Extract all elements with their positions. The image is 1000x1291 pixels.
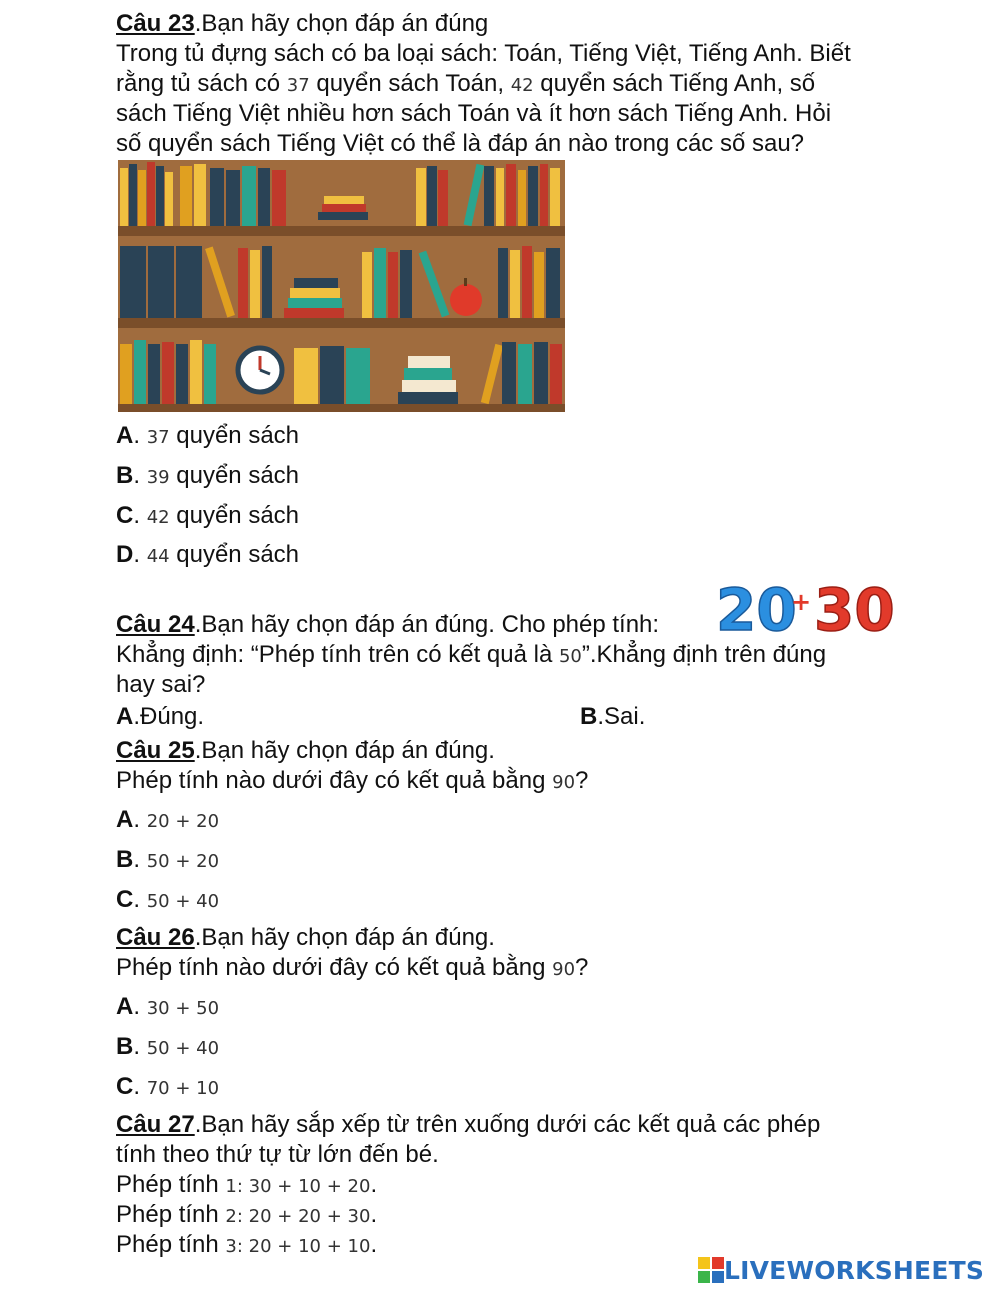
q25-option-b[interactable]: B. 50 + 20 (116, 846, 220, 873)
q26-question: Phép tính nào dưới đây có kết quả bằng 90? (116, 954, 589, 981)
q23-heading (116, 9, 488, 39)
q24-text-line2: hay sai? (116, 671, 206, 698)
bookshelf-illustration (118, 160, 565, 412)
q24-heading (116, 610, 659, 640)
q27-item-3[interactable]: Phép tính 3: 20 + 10 + 10. (116, 1231, 378, 1258)
q27-text-line2: tính theo thứ tự từ lớn đến bé. (116, 1141, 439, 1168)
q24-option-a[interactable]: A.Đúng. (116, 703, 205, 730)
q24-title: .Bạn hãy chọn đáp án đúng. Cho phép tính: (194, 611, 660, 638)
q27-title: .Bạn hãy sắp xếp từ trên xuống dưới các kết quả các phép (194, 1111, 821, 1138)
q25-option-a[interactable]: A. 20 + 20 (116, 806, 220, 833)
q23-option-a[interactable]: A. 37 quyển sách (116, 422, 300, 449)
q23-text-line4: số quyển sách Tiếng Việt có thể là đáp án nào trong các số sau? (116, 130, 805, 157)
q26-heading (116, 923, 495, 953)
q26-title: .Bạn hãy chọn đáp án đúng. (194, 924, 495, 951)
logo-blocks-icon (698, 1257, 724, 1283)
q24-text-line1: Khẳng định: “Phép tính trên có kết quả là 50”.Khẳng định trên đúng (116, 641, 827, 668)
q25-number: Câu 25 (116, 737, 195, 764)
q24-option-b[interactable]: B.Sai. (580, 703, 646, 730)
q23-num-math: 37 (286, 75, 310, 96)
q23-title: .Bạn hãy chọn đáp án đúng (194, 10, 489, 37)
q23-text-line2: rằng tủ sách có 37 quyển sách Toán, 42 quyển sách Tiếng Anh, số (116, 70, 816, 97)
q26-number: Câu 26 (116, 924, 195, 951)
badge-second-number: 30 (814, 578, 895, 640)
q23-option-d[interactable]: D. 44 quyển sách (116, 541, 300, 568)
badge-first-number: 20 (716, 578, 797, 640)
q26-option-c[interactable]: C. 70 + 10 (116, 1073, 220, 1100)
q23-option-c[interactable]: C. 42 quyển sách (116, 502, 300, 529)
q27-number: Câu 27 (116, 1111, 195, 1138)
q25-heading (116, 736, 495, 766)
q23-number: Câu 23 (116, 10, 195, 37)
q25-option-c[interactable]: C. 50 + 40 (116, 886, 220, 913)
badge-plus: + (791, 588, 812, 616)
q26-option-b[interactable]: B. 50 + 40 (116, 1033, 220, 1060)
q27-item-2[interactable]: Phép tính 2: 20 + 20 + 30. (116, 1201, 378, 1228)
logo-text: LIVEWORKSHEETS (724, 1255, 985, 1285)
equation-badge-20-plus-30 (714, 578, 910, 640)
q26-option-a[interactable]: A. 30 + 50 (116, 993, 220, 1020)
q25-title: .Bạn hãy chọn đáp án đúng. (194, 737, 495, 764)
q25-question: Phép tính nào dưới đây có kết quả bằng 90? (116, 767, 589, 794)
q23-text-line3: sách Tiếng Việt nhiều hơn sách Toán và ít hơn sách Tiếng Anh. Hỏi (116, 100, 832, 127)
q23-text-line1: Trong tủ đựng sách có ba loại sách: Toán, Tiếng Việt, Tiếng Anh. Biết (116, 40, 851, 67)
q27-item-1[interactable]: Phép tính 1: 30 + 10 + 20. (116, 1171, 378, 1198)
q24-number: Câu 24 (116, 611, 195, 638)
q23-option-b[interactable]: B. 39 quyển sách (116, 462, 300, 489)
q23-num-english: 42 (510, 75, 534, 96)
liveworksheets-logo (698, 1256, 984, 1284)
q27-heading (116, 1110, 820, 1140)
